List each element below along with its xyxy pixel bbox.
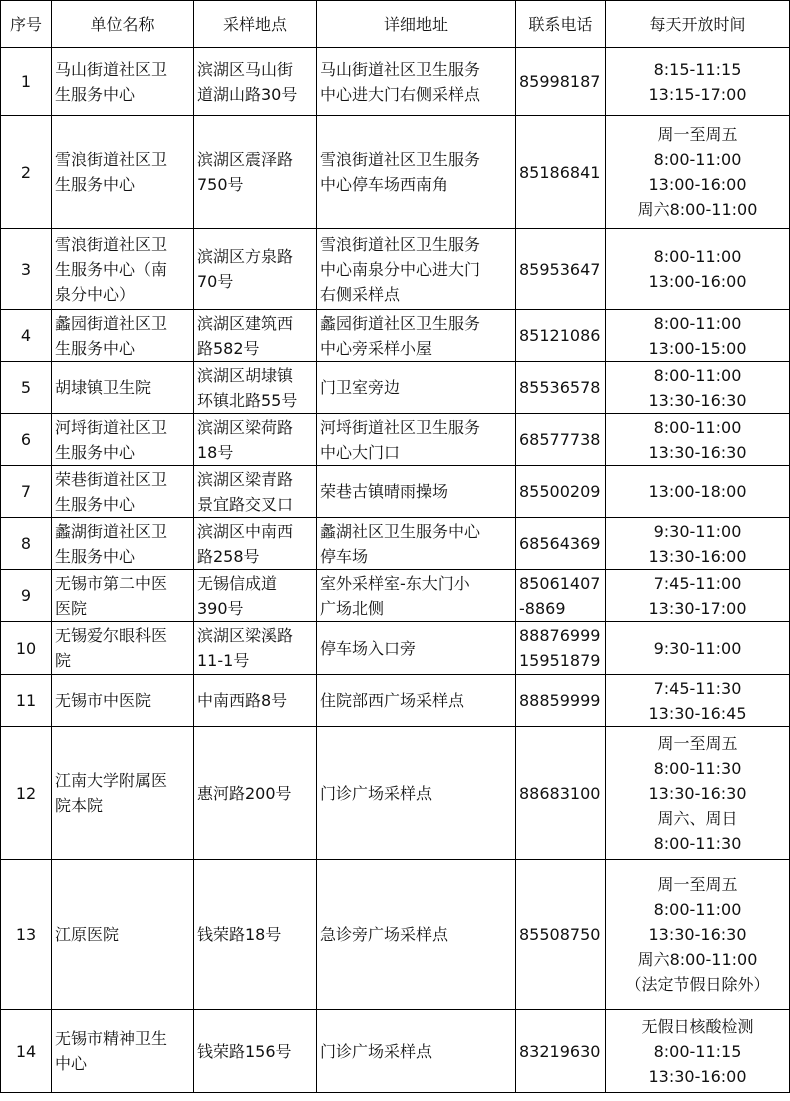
cell-detailed-address-line: 右侧采样点 (320, 284, 401, 304)
cell-index: 3 (1, 229, 52, 310)
cell-opening-hours-line: 周六、周日 (657, 808, 738, 828)
cell-opening-hours-line: 13:00-16:00 (648, 272, 747, 291)
cell-opening-hours-line: 无假日核酸检测 (641, 1016, 754, 1036)
cell-phone-line: 85508750 (519, 925, 601, 944)
cell-detailed-address (317, 727, 516, 860)
cell-sampling-site (194, 727, 317, 860)
cell-unit-name-line: 生服务中心 (55, 546, 136, 566)
cell-opening-hours-line: 8:00-11:00 (653, 417, 742, 437)
cell-sampling-site (194, 675, 317, 727)
cell-unit-name-line: 生服务中心（南 (55, 259, 168, 279)
cell-opening-hours (606, 116, 790, 229)
cell-opening-hours-line: 7:45-11:00 (653, 573, 742, 593)
cell-sampling-site-line: 11-1号 (197, 651, 250, 670)
cell-phone-line: 85186841 (519, 162, 601, 182)
cell-sampling-site (194, 116, 317, 229)
cell-opening-hours (606, 518, 790, 570)
table-row (1, 727, 790, 860)
header-sampling-site: 采样地点 (194, 1, 317, 48)
table-body (1, 48, 790, 1093)
table-row (1, 675, 790, 727)
cell-sampling-site (194, 362, 317, 414)
cell-unit-name-line: 江原医院 (55, 925, 120, 944)
cell-unit-name (52, 518, 194, 570)
cell-detailed-address (317, 116, 516, 229)
cell-phone-line: 85998187 (519, 72, 601, 91)
cell-opening-hours-line: 7:45-11:30 (653, 678, 742, 698)
cell-detailed-address-line: 门诊广场采样点 (320, 1041, 433, 1061)
cell-sampling-site (194, 860, 317, 1010)
cell-unit-name-line: 院 (55, 651, 72, 670)
table-row (1, 362, 790, 414)
cell-opening-hours-line: 周六8:00-11:00 (637, 950, 758, 969)
cell-unit-name (52, 116, 194, 229)
cell-index: 2 (1, 116, 52, 229)
cell-opening-hours-line: 周一至周五 (657, 875, 738, 894)
cell-detailed-address (317, 860, 516, 1010)
header-phone: 联系电话 (516, 1, 606, 48)
cell-sampling-site-line: 景宜路交叉口 (197, 494, 294, 514)
cell-phone-line: 83219630 (519, 1041, 601, 1061)
cell-unit-name (52, 362, 194, 414)
cell-unit-name-line: 生服务中心 (55, 175, 136, 194)
cell-phone (516, 414, 606, 466)
cell-opening-hours (606, 48, 790, 116)
cell-opening-hours (606, 675, 790, 727)
cell-opening-hours-line: 13:30-16:00 (648, 1066, 747, 1086)
cell-phone (516, 310, 606, 362)
header-index: 序号 (1, 1, 52, 48)
cell-unit-name (52, 229, 194, 310)
cell-detailed-address (317, 229, 516, 310)
cell-unit-name-line: 生服务中心 (55, 494, 136, 514)
cell-opening-hours-line: 13:00-15:00 (648, 338, 747, 358)
cell-opening-hours-line: 13:30-16:45 (648, 703, 747, 723)
table-row (1, 310, 790, 362)
cell-unit-name-line: 泉分中心） (55, 284, 136, 304)
cell-opening-hours (606, 414, 790, 466)
cell-detailed-address-line: 急诊旁广场采样点 (320, 925, 449, 944)
cell-unit-name-line: 生服务中心 (55, 338, 136, 358)
table-row (1, 48, 790, 116)
table-row (1, 229, 790, 310)
cell-opening-hours (606, 1010, 790, 1093)
cell-opening-hours-line: 8:00-11:00 (653, 900, 742, 919)
cell-index: 11 (1, 675, 52, 727)
cell-opening-hours-line: 13:15-17:00 (648, 84, 747, 104)
cell-sampling-site-line: 滨湖区马山街 (197, 59, 294, 79)
cell-phone-line: 68577738 (519, 430, 601, 449)
cell-unit-name (52, 622, 194, 675)
table-row (1, 414, 790, 466)
cell-sampling-site-line: 环镇北路55号 (197, 390, 298, 410)
cell-opening-hours-line: 周一至周五 (657, 125, 738, 144)
cell-detailed-address (317, 518, 516, 570)
cell-opening-hours-line: 13:30-16:30 (648, 442, 747, 462)
cell-sampling-site-line: 滨湖区建筑西 (197, 313, 294, 333)
cell-sampling-site-line: 钱荣路18号 (197, 925, 282, 944)
cell-sampling-site-line: 无锡信成道 (197, 573, 278, 593)
cell-index: 5 (1, 362, 52, 414)
cell-detailed-address-line: 住院部西广场采样点 (320, 691, 465, 710)
table-row (1, 518, 790, 570)
cell-opening-hours-line: 13:00-18:00 (648, 482, 747, 501)
cell-detailed-address-line: 中心南泉分中心进大门 (320, 259, 481, 279)
cell-phone-line: 85061407 (519, 573, 601, 593)
cell-detailed-address-line: 中心进大门右侧采样点 (320, 84, 481, 104)
cell-opening-hours-line: 13:30-16:00 (648, 546, 747, 566)
cell-sampling-site-line: 390号 (197, 598, 244, 618)
cell-unit-name-line: 院本院 (55, 796, 104, 815)
cell-detailed-address (317, 622, 516, 675)
cell-opening-hours-line: 8:00-11:15 (653, 1041, 742, 1061)
cell-unit-name-line: 中心 (55, 1054, 88, 1073)
cell-unit-name-line: 马山街道社区卫 (55, 59, 168, 79)
cell-detailed-address (317, 414, 516, 466)
cell-sampling-site-line: 70号 (197, 272, 234, 291)
cell-sampling-site-line: 钱荣路156号 (197, 1041, 292, 1061)
cell-index: 1 (1, 48, 52, 116)
cell-index: 13 (1, 860, 52, 1010)
cell-sampling-site-line: 滨湖区方泉路 (197, 247, 294, 266)
cell-phone (516, 675, 606, 727)
cell-sampling-site-line: 750号 (197, 175, 244, 194)
cell-unit-name (52, 727, 194, 860)
cell-sampling-site (194, 414, 317, 466)
cell-sampling-site-line: 路582号 (197, 338, 260, 358)
cell-sampling-site (194, 518, 317, 570)
cell-sampling-site-line: 滨湖区梁荷路 (197, 417, 294, 437)
cell-sampling-site (194, 466, 317, 518)
header-row (1, 1, 790, 48)
cell-detailed-address-line: 雪浪街道社区卫生服务 (320, 234, 481, 254)
cell-opening-hours (606, 860, 790, 1010)
cell-detailed-address-line: 中心旁采样小屋 (320, 338, 433, 358)
cell-unit-name-line: 无锡爱尔眼科医 (55, 626, 168, 645)
cell-opening-hours-line: 周一至周五 (657, 733, 738, 753)
cell-opening-hours-line: （法定节假日除外） (625, 975, 770, 994)
cell-sampling-site (194, 48, 317, 116)
cell-phone (516, 1010, 606, 1093)
cell-phone-line: 85500209 (519, 482, 601, 501)
cell-opening-hours-line: 周六8:00-11:00 (637, 200, 758, 219)
cell-opening-hours (606, 570, 790, 622)
cell-detailed-address (317, 466, 516, 518)
cell-unit-name (52, 675, 194, 727)
cell-opening-hours (606, 362, 790, 414)
header-unit-name: 单位名称 (52, 1, 194, 48)
cell-sampling-site (194, 1010, 317, 1093)
cell-phone-line: 85536578 (519, 378, 601, 397)
cell-unit-name (52, 466, 194, 518)
cell-sampling-site-line: 滨湖区梁溪路 (197, 626, 294, 645)
cell-index: 7 (1, 466, 52, 518)
cell-phone-line: 88683100 (519, 783, 601, 803)
cell-unit-name (52, 414, 194, 466)
cell-opening-hours (606, 727, 790, 860)
cell-index: 12 (1, 727, 52, 860)
cell-sampling-site-line: 滨湖区震泽路 (197, 150, 294, 169)
table-row (1, 116, 790, 229)
cell-detailed-address-line: 蠡湖社区卫生服务中心 (320, 521, 481, 541)
cell-opening-hours-line: 8:00-11:00 (653, 365, 742, 385)
cell-unit-name-line: 生服务中心 (55, 84, 136, 104)
table-row (1, 1010, 790, 1093)
cell-detailed-address (317, 48, 516, 116)
cell-sampling-site-line: 路258号 (197, 546, 260, 566)
cell-detailed-address-line: 室外采样室-东大门小 (320, 573, 470, 593)
cell-detailed-address-line: 广场北侧 (320, 598, 385, 618)
cell-index: 14 (1, 1010, 52, 1093)
cell-unit-name (52, 860, 194, 1010)
cell-unit-name-line: 无锡市精神卫生 (55, 1029, 168, 1048)
cell-opening-hours-line: 8:00-11:00 (653, 313, 742, 333)
cell-unit-name-line: 雪浪街道社区卫 (55, 150, 168, 169)
cell-phone (516, 116, 606, 229)
cell-phone-line: 85953647 (519, 259, 601, 279)
cell-phone-line: -8869 (519, 598, 566, 618)
cell-opening-hours-line: 8:00-11:30 (653, 758, 742, 778)
cell-sampling-site-line: 滨湖区胡埭镇 (197, 365, 294, 385)
cell-opening-hours (606, 622, 790, 675)
cell-detailed-address-line: 中心停车场西南角 (320, 175, 449, 194)
table-row (1, 622, 790, 675)
cell-phone-line: 68564369 (519, 534, 601, 553)
cell-phone (516, 622, 606, 675)
cell-opening-hours-line: 9:30-11:00 (653, 521, 742, 541)
table-row (1, 570, 790, 622)
cell-unit-name-line: 江南大学附属医 (55, 771, 168, 790)
cell-sampling-site (194, 622, 317, 675)
cell-opening-hours-line: 8:00-11:30 (653, 833, 742, 853)
cell-sampling-site-line: 惠河路200号 (197, 783, 292, 803)
cell-phone-line: 88876999 (519, 626, 601, 645)
cell-phone (516, 362, 606, 414)
cell-opening-hours-line: 13:30-17:00 (648, 598, 747, 618)
cell-detailed-address (317, 362, 516, 414)
cell-detailed-address-line: 蠡园街道社区卫生服务 (320, 313, 481, 333)
cell-phone (516, 48, 606, 116)
cell-detailed-address-line: 门卫室旁边 (320, 378, 401, 397)
cell-opening-hours (606, 310, 790, 362)
cell-sampling-site-line: 18号 (197, 442, 234, 462)
cell-detailed-address-line: 门诊广场采样点 (320, 783, 433, 803)
cell-phone (516, 570, 606, 622)
cell-sampling-site (194, 310, 317, 362)
cell-sampling-site-line: 滨湖区梁青路 (197, 469, 294, 489)
header-opening-hours: 每天开放时间 (606, 1, 790, 48)
cell-detailed-address-line: 中心大门口 (320, 442, 401, 462)
cell-opening-hours-line: 13:30-16:30 (648, 783, 747, 803)
cell-unit-name-line: 无锡市中医院 (55, 691, 152, 710)
cell-sampling-site (194, 229, 317, 310)
cell-phone (516, 229, 606, 310)
cell-opening-hours (606, 466, 790, 518)
cell-detailed-address (317, 570, 516, 622)
cell-index: 4 (1, 310, 52, 362)
cell-opening-hours (606, 229, 790, 310)
cell-phone (516, 727, 606, 860)
cell-unit-name-line: 河埒街道社区卫 (55, 417, 168, 437)
cell-opening-hours-line: 8:00-11:00 (653, 150, 742, 169)
table-row (1, 466, 790, 518)
cell-phone-line: 88859999 (519, 691, 601, 710)
cell-index: 10 (1, 622, 52, 675)
cell-sampling-site-line: 滨湖区中南西 (197, 521, 294, 541)
cell-unit-name (52, 570, 194, 622)
cell-phone (516, 860, 606, 1010)
table-row (1, 860, 790, 1010)
cell-detailed-address-line: 马山街道社区卫生服务 (320, 59, 481, 79)
cell-opening-hours-line: 9:30-11:00 (653, 638, 742, 658)
cell-unit-name-line: 蠡园街道社区卫 (55, 313, 168, 333)
cell-phone (516, 518, 606, 570)
cell-detailed-address (317, 1010, 516, 1093)
cell-unit-name-line: 蠡湖街道社区卫 (55, 521, 168, 541)
cell-detailed-address-line: 停车场 (320, 546, 369, 566)
header-detailed-address: 详细地址 (317, 1, 516, 48)
cell-phone-line: 85121086 (519, 326, 601, 345)
cell-detailed-address-line: 河埒街道社区卫生服务 (320, 417, 481, 437)
cell-opening-hours-line: 8:00-11:00 (653, 247, 742, 266)
cell-opening-hours-line: 13:30-16:30 (648, 925, 747, 944)
cell-sampling-site-line: 道湖山路30号 (197, 84, 298, 104)
cell-unit-name-line: 医院 (55, 598, 88, 618)
cell-opening-hours-line: 13:30-16:30 (648, 390, 747, 410)
cell-sampling-site-line: 中南西路8号 (197, 691, 288, 710)
cell-phone (516, 466, 606, 518)
cell-unit-name-line: 无锡市第二中医 (55, 573, 168, 593)
cell-unit-name (52, 48, 194, 116)
cell-unit-name-line: 荣巷街道社区卫 (55, 469, 168, 489)
cell-detailed-address (317, 310, 516, 362)
cell-index: 8 (1, 518, 52, 570)
cell-sampling-site (194, 570, 317, 622)
cell-index: 9 (1, 570, 52, 622)
cell-detailed-address (317, 675, 516, 727)
cell-unit-name (52, 1010, 194, 1093)
cell-detailed-address-line: 雪浪街道社区卫生服务 (320, 150, 481, 169)
cell-opening-hours-line: 8:15-11:15 (653, 59, 742, 79)
cell-index: 6 (1, 414, 52, 466)
cell-unit-name-line: 雪浪街道社区卫 (55, 234, 168, 254)
cell-detailed-address-line: 停车场入口旁 (320, 638, 417, 658)
cell-opening-hours-line: 13:00-16:00 (648, 175, 747, 194)
cell-phone-line: 15951879 (519, 651, 601, 670)
cell-unit-name-line: 生服务中心 (55, 442, 136, 462)
cell-unit-name (52, 310, 194, 362)
cell-unit-name-line: 胡埭镇卫生院 (55, 378, 152, 397)
cell-detailed-address-line: 荣巷古镇晴雨操场 (320, 482, 449, 501)
